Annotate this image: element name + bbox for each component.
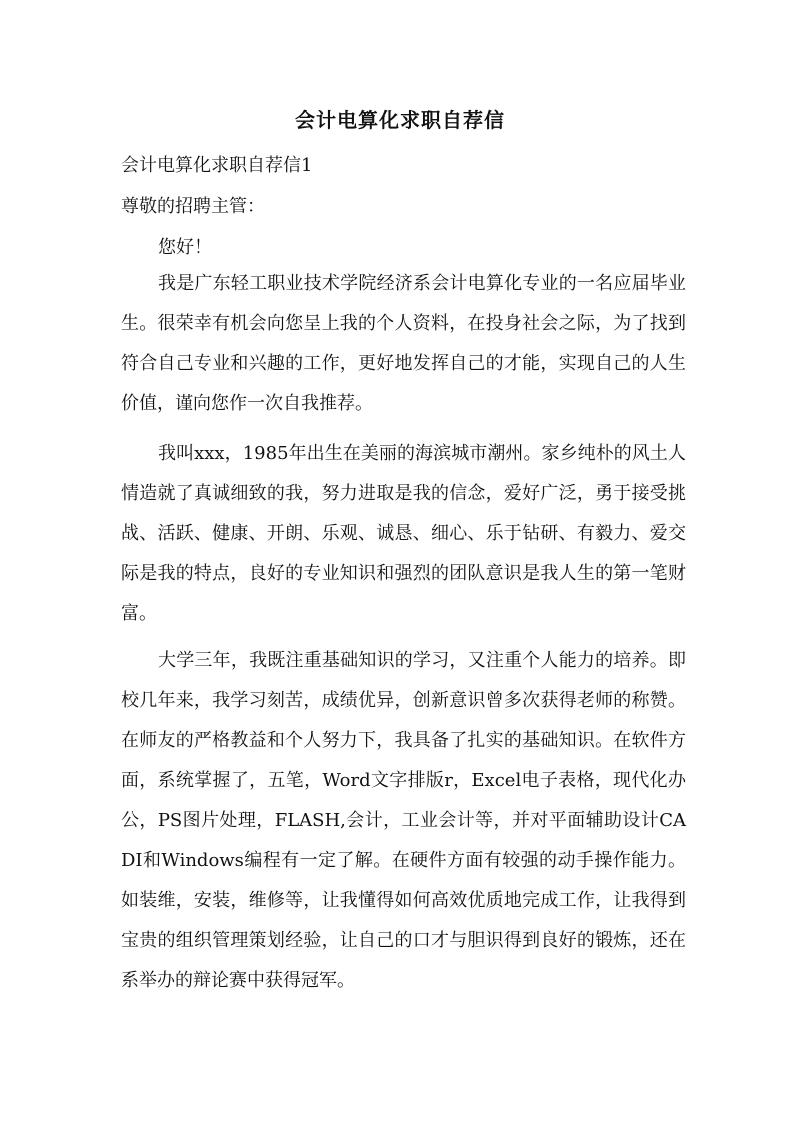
salutation: 尊敬的招聘主管：: [121, 196, 265, 217]
document-subtitle: 会计电算化求职自荐信1: [121, 155, 313, 176]
paragraph-education-skills: 大学三年，我既注重基础知识的学习，又注重个人能力的培养。即校几年来，我学习刻苦，成绩优异，创新意识曾多次获得老师的称赞。在师友的严格教益和个人努力下，我具备了扎实的基础知识。在软件方面，系统掌握了，五笔，Word文字排版r，Excel电子表格，现代化办公，PS图片处理，FLASH,会计，工业会计等，并对平面辅助设计CADI和Windows编程有一定了解。在硬件方面有较强的动手操作能力。如装维，安装，维修等，让我懂得如何高效优质地完成工作，让我得到宝贵的组织管理策划经验，让自己的口才与胆识得到良好的锻炼，还在系举办的辩论赛中获得冠军。: [121, 650, 686, 991]
paragraph-introduction: 我是广东轻工职业技术学院经济系会计电算化专业的一名应届毕业生。很荣幸有机会向您呈上我的个人资料，在投身社会之际，为了找到符合自己专业和兴趣的工作，更好地发挥自己的才能，实现自己的人生价值，谨向您作一次自我推荐。: [121, 273, 686, 414]
paragraph-personal-profile: 我叫xxx，1985年出生在美丽的海滨城市潮州。家乡纯朴的风土人情造就了真诚细致的我，努力进取是我的信念，爱好广泛，勇于接受挑战、活跃、健康、开朗、乐观、诚恳、细心、乐于钻研、有毅力、爱交际是我的特点，良好的专业知识和强烈的团队意识是我人生的第一笔财富。: [121, 443, 686, 624]
greeting: 您好！: [158, 237, 212, 258]
document-title: 会计电算化求职自荐信: [295, 108, 505, 132]
